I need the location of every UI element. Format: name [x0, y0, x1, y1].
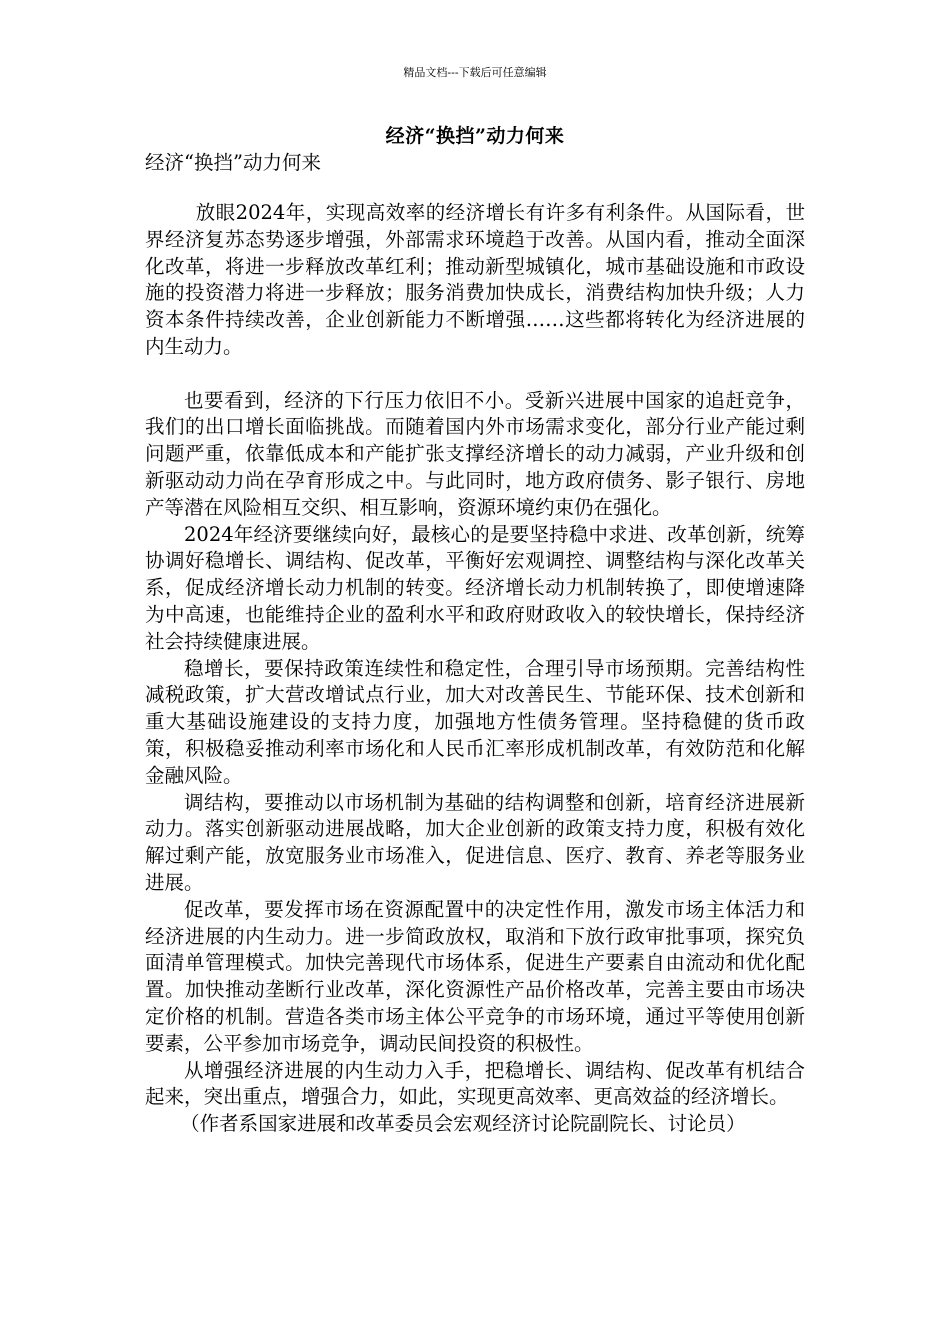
body-paragraph-3: 2024年经济要继续向好，最核心的是要坚持稳中求进、改革创新，统筹协调好稳增长、调结构、促改革，平衡好宏观调控、调整结构与深化改革关系，促成经济增长动力机制的转变。经济增长动力机制转换了，即使增速降为中高速，也能维持企业的盈利水平和政府财政收入的较快增长，保持经济社会持续健康进展。: [145, 522, 805, 653]
body-paragraph-7: 从增强经济进展的内生动力入手，把稳增长、调结构、促改革有机结合起来，突出重点，增强合力，如此，实现更高效率、更高效益的经济增长。: [145, 1058, 805, 1109]
body-paragraph-2: 也要看到，经济的下行压力依旧不小。受新兴进展中国家的追赶竞争，我们的出口增长面临挑战。而随着国内外市场需求变化，部分行业产能过剩问题严重，依靠低成本和产能扩张支撑经济增长的动力减弱，产业升级和创新驱动动力尚在孕育形成之中。与此同时，地方政府债务、影子银行、房地产等潜在风险相互交织、相互影响，资源环境约束仍在强化。: [145, 388, 805, 519]
body-paragraph-5: 调结构，要推动以市场机制为基础的结构调整和创新，培育经济进展新动力。落实创新驱动进展战略，加大企业创新的政策支持力度，积极有效化解过剩产能，放宽服务业市场准入，促进信息、医疗、教育、养老等服务业进展。: [145, 790, 805, 894]
author-note: （作者系国家进展和改革委员会宏观经济讨论院副院长、讨论员）: [180, 1112, 746, 1136]
body-paragraph-6: 促改革，要发挥市场在资源配置中的决定性作用，激发市场主体活力和经济进展的内生动力。进一步简政放权，取消和下放行政审批事项，探究负面清单管理模式。加快完善现代市场体系，促进生产要素自由流动和优化配置。加快推动垄断行业改革，深化资源性产品价格改革，完善主要由市场决定价格的机制。营造各类市场主体公平竞争的市场环境，通过平等使用创新要素，公平参加市场竞争，调动民间投资的积极性。: [145, 897, 805, 1055]
body-paragraph-4: 稳增长，要保持政策连续性和稳定性，合理引导市场预期。完善结构性减税政策，扩大营改增试点行业，加大对改善民生、节能环保、技术创新和重大基础设施建设的支持力度，加强地方性债务管理。坚持稳健的货币政策，积极稳妥推动利率市场化和人民币汇率形成机制改革，有效防范和化解金融风险。: [145, 656, 805, 787]
document-title: 经济“换挡”动力何来: [385, 125, 565, 147]
document-body: [145, 200, 805, 1138]
body-paragraph-1: 放眼2024年，实现高效率的经济增长有许多有利条件。从国际看，世界经济复苏态势逐步增强，外部需求环境趋于改善。从国内看，推动全面深化改革，将进一步释放改革红利；推动新型城镇化，城市基础设施和市政设施的投资潜力将进一步释放；服务消费加快成长，消费结构加快升级；人力资本条件持续改善，企业创新能力不断增强……这些都将转化为经济进展的内生动力。: [145, 201, 805, 358]
document-subtitle: 经济“换挡”动力何来: [145, 151, 321, 174]
page-header-note: 精品文档---下载后可任意编辑: [403, 66, 547, 79]
